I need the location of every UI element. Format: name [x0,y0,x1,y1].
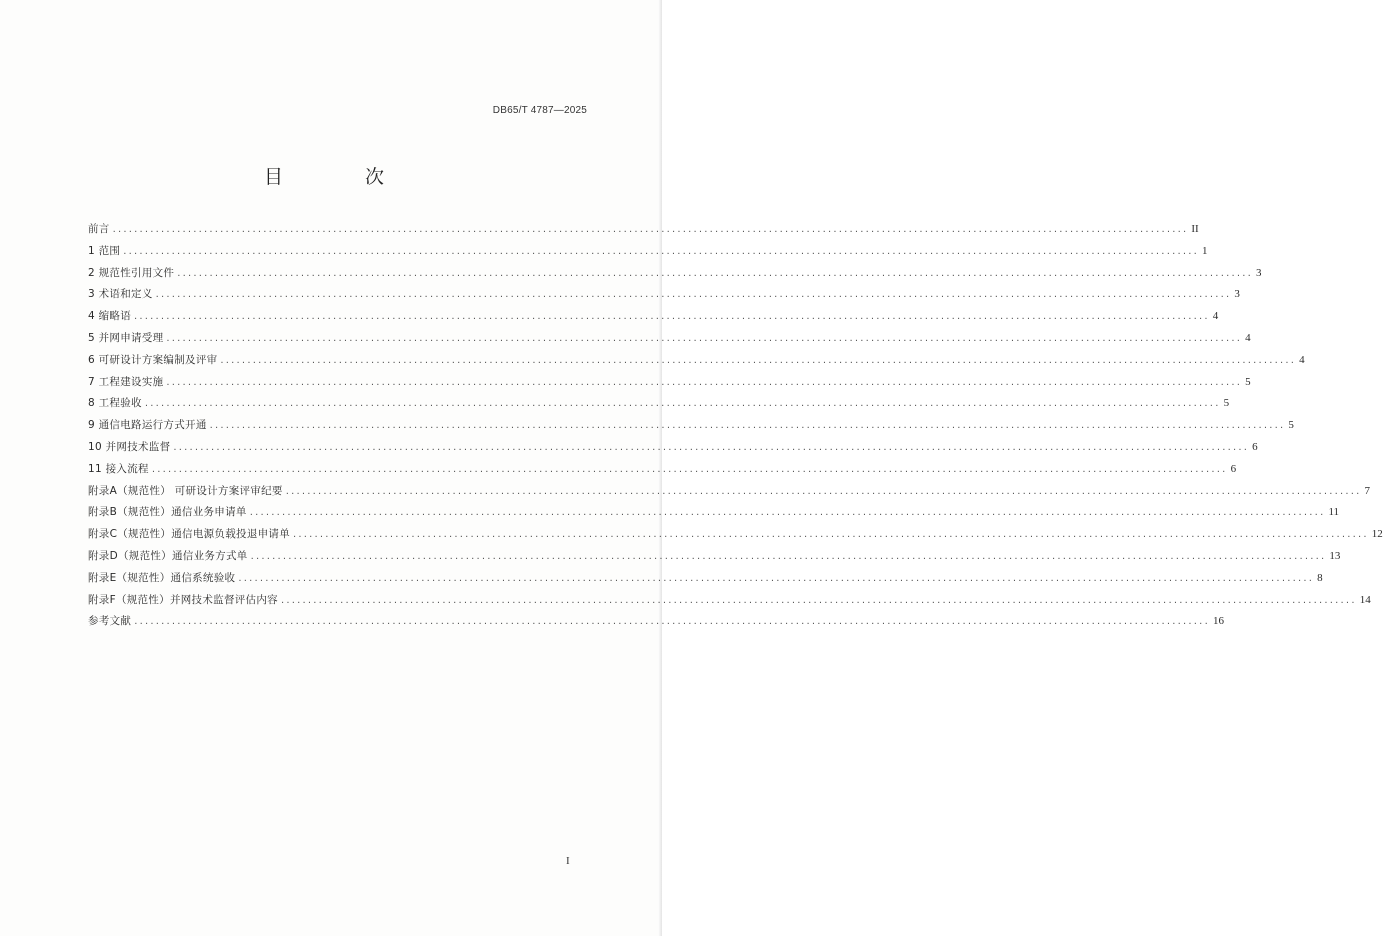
dot-leader: ........................................................................................................................................................................................................ [155,289,1232,301]
dot-leader: ........................................................................................................................................................................................................ [166,332,1243,344]
dot-leader: ........................................................................................................................................................................................................ [293,529,1369,541]
dot-leader: ........................................................................................................................................................................................................ [220,354,1297,366]
toc-entry-page: 6 [1252,440,1258,453]
toc-entry-label: 4 缩略语 [88,310,132,323]
document-code: DB65/T 4787—2025 [492,105,587,116]
toc-entry-label: 附录C（规范性）通信电源负载投退申请单 [88,528,291,541]
dot-leader: ........................................................................................................................................................................................................ [166,376,1243,388]
toc-entry-label: 附录E（规范性）通信系统验收 [88,571,236,584]
dot-leader: ........................................................................................................................................................................................................ [144,398,1221,410]
toc-entry-label: 9 通信电路运行方式开通 [88,419,207,432]
toc-entry-page: 12 [1371,528,1383,541]
page-number: I [566,855,570,867]
toc-entry[interactable] [88,611,1224,633]
toc-entry-page: 5 [1223,397,1230,410]
toc-entry-page: 4 [1299,353,1305,366]
toc-entry-page: 14 [1359,593,1371,606]
toc-entry[interactable] [88,568,1323,590]
toc-entry-page: 4 [1245,331,1251,344]
toc-entry-label: 附录F（规范性）并网技术监督评估内容 [88,593,278,606]
toc-entry-page: 3 [1255,266,1262,279]
toc-entry[interactable] [88,524,1383,546]
dot-leader: ........................................................................................................................................................................................................ [151,463,1228,475]
toc-entry-label: 6 可研设计方案编制及评审 [88,353,218,366]
toc-entry-page: 5 [1245,375,1251,388]
toc-entry[interactable] [88,372,1251,394]
toc-entry[interactable] [88,590,1371,612]
toc-entry[interactable] [88,306,1219,328]
dot-leader: ........................................................................................................................................................................................................ [238,572,1315,584]
toc-entry-label: 8 工程验收 [88,397,142,410]
dot-leader: ........................................................................................................................................................................................................ [285,485,1362,497]
toc-entry-page: 16 [1212,615,1224,628]
dot-leader: ........................................................................................................................................................................................................ [177,267,1253,279]
toc-entry-page: 8 [1317,571,1323,584]
toc-entry-page: II [1191,223,1199,235]
dot-leader: ........................................................................................................................................................................................................ [123,245,1199,257]
toc-entry-label: 附录A（规范性） 可研设计方案评审纪要 [88,484,283,497]
dot-leader: ........................................................................................................................................................................................................ [209,420,1286,432]
toc-entry-page: 5 [1288,419,1294,432]
dot-leader: ........................................................................................................................................................................................................ [134,616,1210,628]
toc-entry[interactable] [88,502,1340,524]
toc-entry-label: 10 并网技术监督 [88,440,171,453]
toc-entry[interactable] [88,241,1208,263]
toc-entry-label: 11 接入流程 [88,462,149,475]
toc-entry[interactable] [88,546,1341,568]
toc-entry-label: 5 并网申请受理 [88,331,164,344]
dot-leader: ........................................................................................................................................................................................................ [249,507,1326,519]
dot-leader: ........................................................................................................................................................................................................ [250,550,1327,562]
toc-entry-label: 附录B（规范性）通信业务申请单 [88,506,247,519]
dot-leader: ........................................................................................................................................................................................................ [134,311,1210,323]
toc-entry[interactable] [88,481,1370,503]
toc-entry[interactable] [88,350,1305,372]
toc-entry-page: 4 [1212,310,1219,323]
toc-entry[interactable] [88,328,1251,350]
toc-entry-label: 7 工程建设实施 [88,375,164,388]
table-of-contents [88,219,1383,633]
dot-leader: ........................................................................................................................................................................................................ [280,594,1357,606]
toc-entry-label: 前言 [88,223,110,235]
toc-entry-page: 3 [1234,288,1240,301]
toc-entry[interactable] [88,437,1258,459]
toc-entry[interactable] [88,415,1294,437]
toc-entry[interactable] [88,393,1230,415]
toc-entry-page: 11 [1328,506,1340,519]
toc-entry-page: 1 [1201,244,1208,257]
toc-entry-page: 6 [1230,462,1237,475]
toc-entry-label: 1 范围 [88,244,121,257]
toc-title: 目 次 [263,166,423,188]
toc-entry-label: 附录D（规范性）通信业务方式单 [88,549,248,562]
toc-entry[interactable] [88,284,1240,306]
dot-leader: ........................................................................................................................................................................................................ [173,441,1250,453]
toc-entry-page: 7 [1364,484,1370,497]
toc-entry-label: 参考文献 [88,615,132,628]
toc-entry-page: 13 [1329,549,1341,562]
toc-entry[interactable] [88,459,1237,481]
toc-entry[interactable] [88,263,1262,285]
dot-leader: ........................................................................................................................................................................................................ [112,224,1189,235]
toc-entry-label: 3 术语和定义 [88,288,153,301]
toc-entry[interactable] [88,219,1199,241]
toc-entry-label: 2 规范性引用文件 [88,266,175,279]
